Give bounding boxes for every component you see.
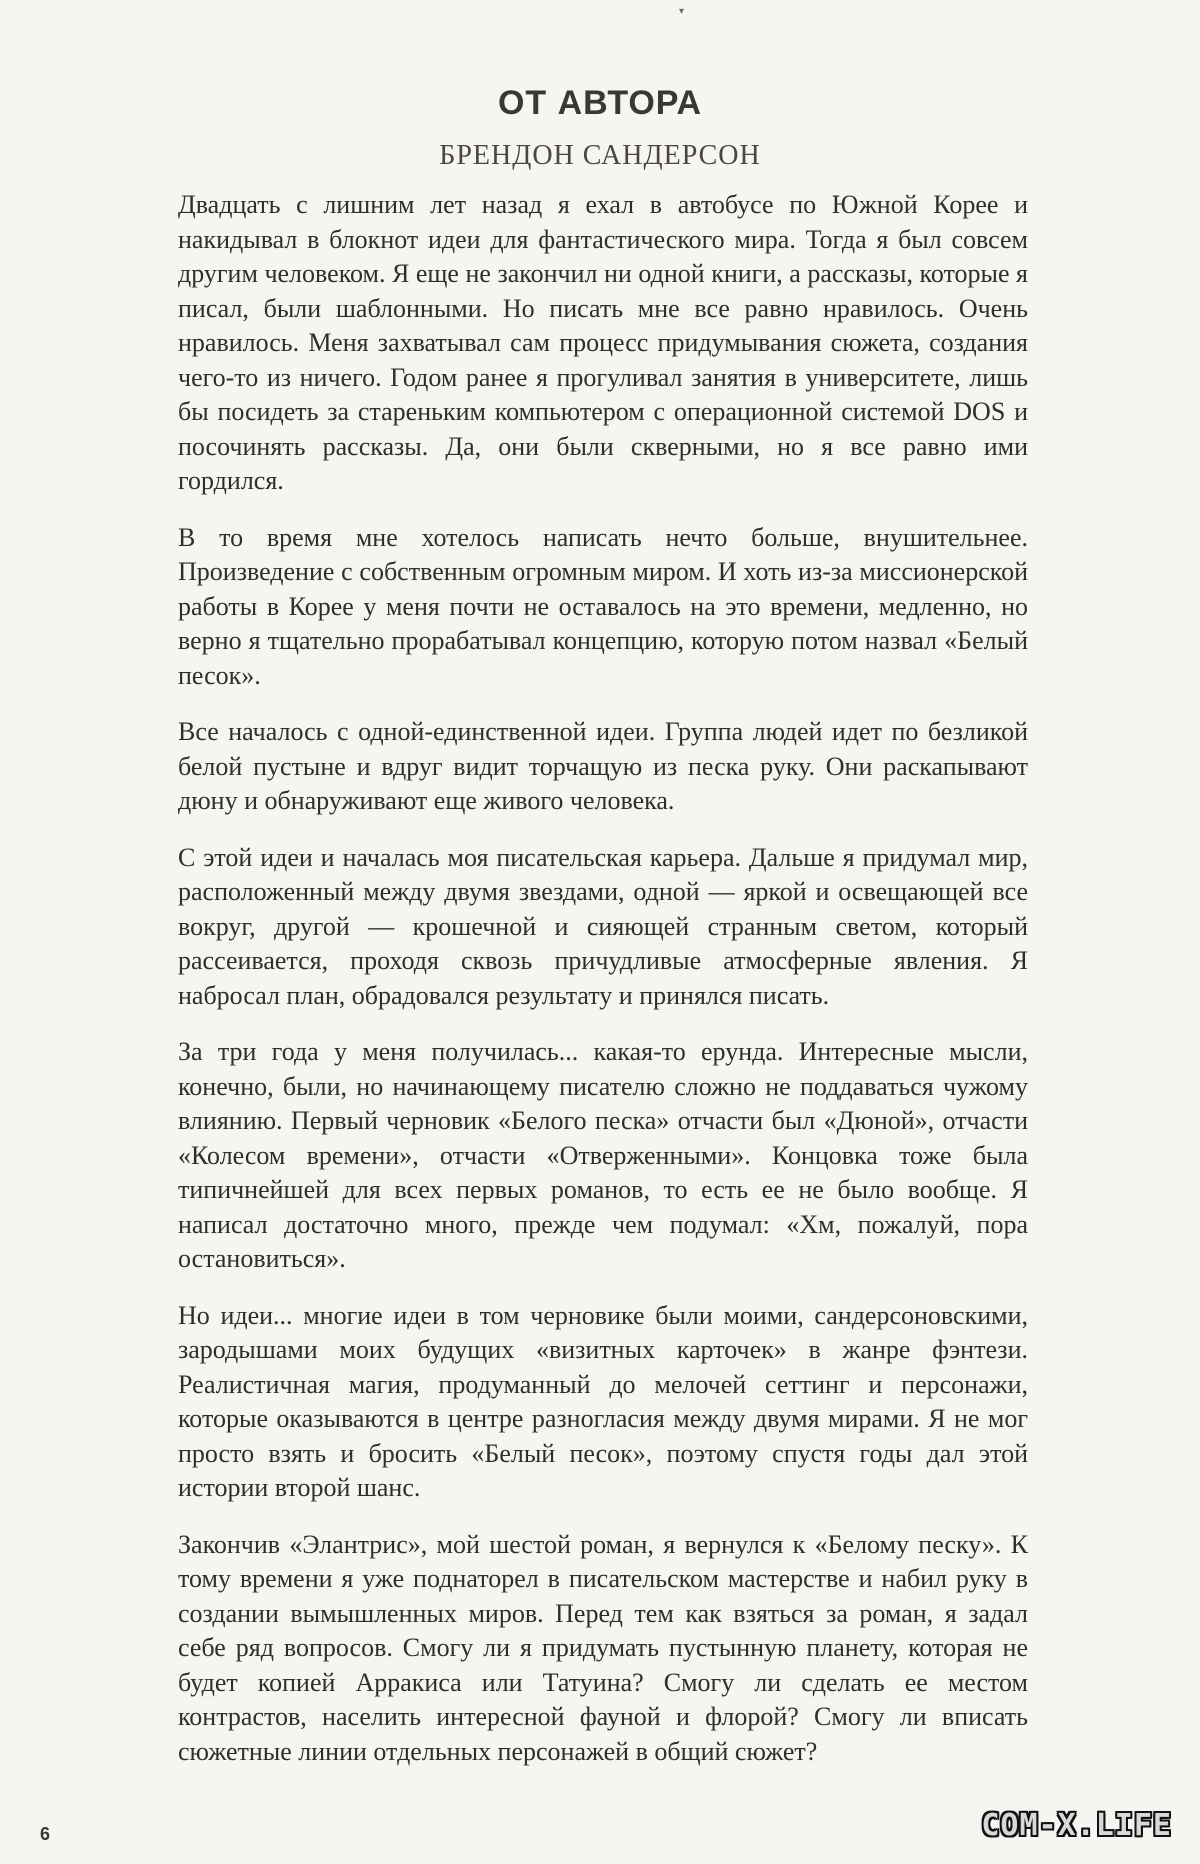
page-corner-mark: ▾	[679, 6, 685, 17]
chapter-title: ОТ АВТОРА	[497, 84, 703, 122]
page-number: 6	[40, 1824, 51, 1844]
paragraph-6: Но идеи... многие идеи в том черновике были моими, сандерсоновскими, зародышами моих будущих «визитных карточек» в жанре фэнтези. Реалистичная магия, продуманный до мелочей сеттинг и персонажи, которые оказываются в центре разногласия между двумя мирами. Я не мог просто взять и бросить «Белый песок», поэтому спустя годы дал этой истории второй шанс.	[178, 1300, 1028, 1502]
article-body	[178, 188, 1028, 1791]
paragraph-3: Все началось с одной-единственной идеи. Группа людей идет по безликой белой пустыне и вдруг видит торчащую из песка руку. Они раскапывают дюну и обнаруживают еще живого человека.	[178, 717, 1028, 815]
paragraph-2: В то время мне хотелось написать нечто больше, внушительнее. Произведение с собственным огромным миром. И хоть из-за миссионерской работы в Корее у меня почти не оставалось на это времени, медленно, но верно я тщательно прорабатывал концепцию, которую потом назвал «Белый песок».	[178, 522, 1028, 690]
paragraph-1: Двадцать с лишним лет назад я ехал в автобусе по Южной Корее и накидывал в блокнот идеи для фантастического мира. Тогда я был совсем другим человеком. Я еще не закончил ни одной книги, а рассказы, которые я писал, были шаблонными. Но писать мне все равно нравилось. Очень нравилось. Меня захватывал сам процесс придумывания сюжета, создания чего-то из ничего. Годом ранее я прогуливал занятия в университете, лишь бы посидеть за стареньким компьютером с операционной системой DOS и посочинять рассказы. Да, они были скверными, но я все равно ими гордился.	[178, 190, 1028, 495]
author-name: БРЕНДОН САНДЕРСОН	[439, 140, 761, 171]
paragraph-4: С этой идеи и началась моя писательская карьера. Дальше я придумал мир, расположенный между двумя звездами, одной — яркой и освещающей все вокруг, другой — крошечной и сияющей странным светом, который рассеивается, проходя сквозь причудливые атмосферные явления. Я набросал план, обрадовался результату и принялся писать.	[178, 842, 1028, 1010]
paragraph-5: За три года у меня получилась... какая-то ерунда. Интересные мысли, конечно, были, но начинающему писателю сложно не поддаваться чужому влиянию. Первый черновик «Белого песка» отчасти был «Дюной», отчасти «Колесом времени», отчасти «Отверженными». Концовка тоже была типичнейшей для всех первых романов, то есть ее не было вообще. Я написал достаточно много, прежде чем подумал: «Хм, пожалуй, пора остановиться».	[178, 1037, 1028, 1273]
paragraph-7: Закончив «Элантрис», мой шестой роман, я вернулся к «Белому песку». К тому времени я уже поднаторел в писательском мастерстве и набил руку в создании вымышленных миров. Перед тем как взяться за роман, я задал себе ряд вопросов. Смогу ли я придумать пустынную планету, которая не будет копией Арракиса или Татуина? Смогу ли сделать ее местом контрастов, населить интересной фауной и флорой? Смогу ли вписать сюжетные линии отдельных персонажей в общий сюжет?	[178, 1529, 1028, 1766]
site-watermark: COM-X.LIFE	[981, 1808, 1172, 1843]
